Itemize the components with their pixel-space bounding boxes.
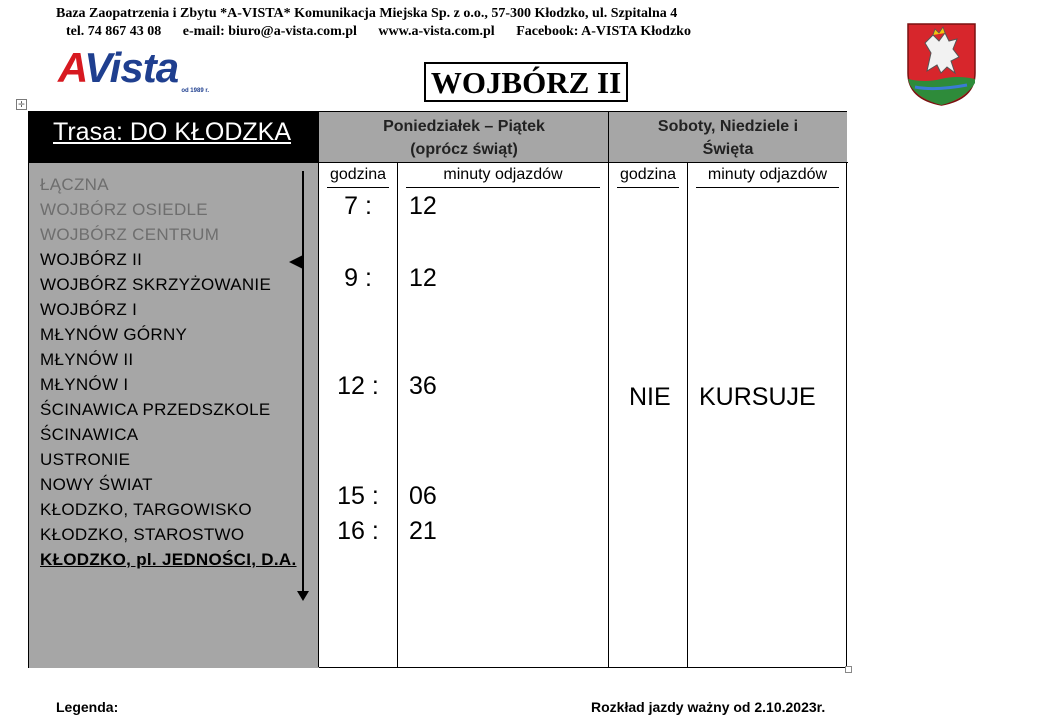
weekday-line2: (oprócz świąt) (410, 141, 518, 158)
company-address: Baza Zaopatrzenia i Zbytu *A-VISTA* Komunikacja Miejska Sp. z o.o., 57-300 Kłodzko, ul. Szpitalna 4 (56, 6, 678, 21)
route-label: Trasa: DO KŁODZKA (53, 118, 292, 146)
stop-item: MŁYNÓW I (40, 375, 129, 394)
weekend-line1: Soboty, Niedziele i (657, 118, 799, 135)
stop-item: KŁODZKO, pl. JEDNOŚCI, D.A. (40, 550, 297, 569)
col-hour-weekday: godzina (319, 164, 397, 186)
weekend-line2: Święta (702, 141, 754, 158)
website: www.a-vista.com.pl (378, 24, 495, 39)
logo-since: od 1989 r. (181, 88, 209, 94)
route-header (29, 112, 319, 163)
col-minutes-weekend: minuty odjazdów (688, 164, 847, 186)
departure-hour: 12 : (337, 372, 379, 400)
timetable (28, 111, 847, 668)
departure-minutes: 06 (409, 482, 437, 510)
stop-item: NOWY ŚWIAT (40, 475, 153, 494)
stop-item: KŁODZKO, STAROSTWO (40, 525, 245, 544)
departure-hour: 15 : (337, 482, 379, 510)
departure-minutes: 21 (409, 517, 437, 545)
coat-of-arms-icon (905, 21, 978, 107)
logo-vista: Vista (84, 44, 179, 91)
validity-note: Rozkład jazdy ważny od 2.10.2023r. (591, 699, 826, 715)
stop-item: WOJBÓRZ I (40, 300, 138, 319)
stop-title: WOJBÓRZ II (424, 62, 628, 102)
stop-item: ŚCINAWICA (40, 425, 139, 444)
facebook: Facebook: A-VISTA Kłodzko (516, 24, 691, 39)
company-contacts (66, 24, 709, 40)
phone: tel. 74 867 43 08 (66, 24, 162, 39)
weekday-header (319, 112, 609, 163)
table-resize-handle[interactable] (845, 666, 852, 673)
direction-arrow-icon (297, 591, 309, 601)
departure-minutes: 36 (409, 372, 437, 400)
stop-item: WOJBÓRZ OSIEDLE (40, 200, 208, 219)
table-move-handle-icon[interactable]: ✛ (16, 99, 27, 110)
departure-hour: 7 : (344, 192, 372, 220)
email: e-mail: biuro@a-vista.com.pl (182, 24, 357, 39)
departure-minutes: 12 (409, 264, 437, 292)
stop-item: ŚCINAWICA PRZEDSZKOLE (40, 400, 271, 419)
direction-line (302, 171, 304, 593)
logo-a: A (58, 44, 85, 91)
weekend-no-service: NIE (629, 383, 671, 411)
col-minutes-weekday: minuty odjazdów (398, 164, 608, 186)
weekday-line1: Poniedziałek – Piątek (383, 118, 545, 135)
weekend-no-service-2: KURSUJE (699, 383, 816, 411)
col-hour-weekend: godzina (609, 164, 687, 186)
stop-item: WOJBÓRZ CENTRUM (40, 225, 220, 244)
a-vista-logo (58, 44, 213, 94)
stop-item: WOJBÓRZ II (40, 250, 143, 269)
stop-item: KŁODZKO, TARGOWISKO (40, 500, 252, 519)
departure-hour: 16 : (337, 517, 379, 545)
stop-item: MŁYNÓW GÓRNY (40, 325, 188, 344)
stop-item: MŁYNÓW II (40, 350, 134, 369)
weekend-header (609, 112, 847, 163)
stop-item: WOJBÓRZ SKRZYŻOWANIE (40, 275, 272, 294)
legend-label: Legenda: (56, 699, 119, 715)
current-stop-pointer-icon (289, 255, 303, 269)
stop-item: USTRONIE (40, 450, 131, 469)
departure-hour: 9 : (344, 264, 372, 292)
departure-minutes: 12 (409, 192, 437, 220)
stop-item: ŁĄCZNA (40, 175, 109, 194)
